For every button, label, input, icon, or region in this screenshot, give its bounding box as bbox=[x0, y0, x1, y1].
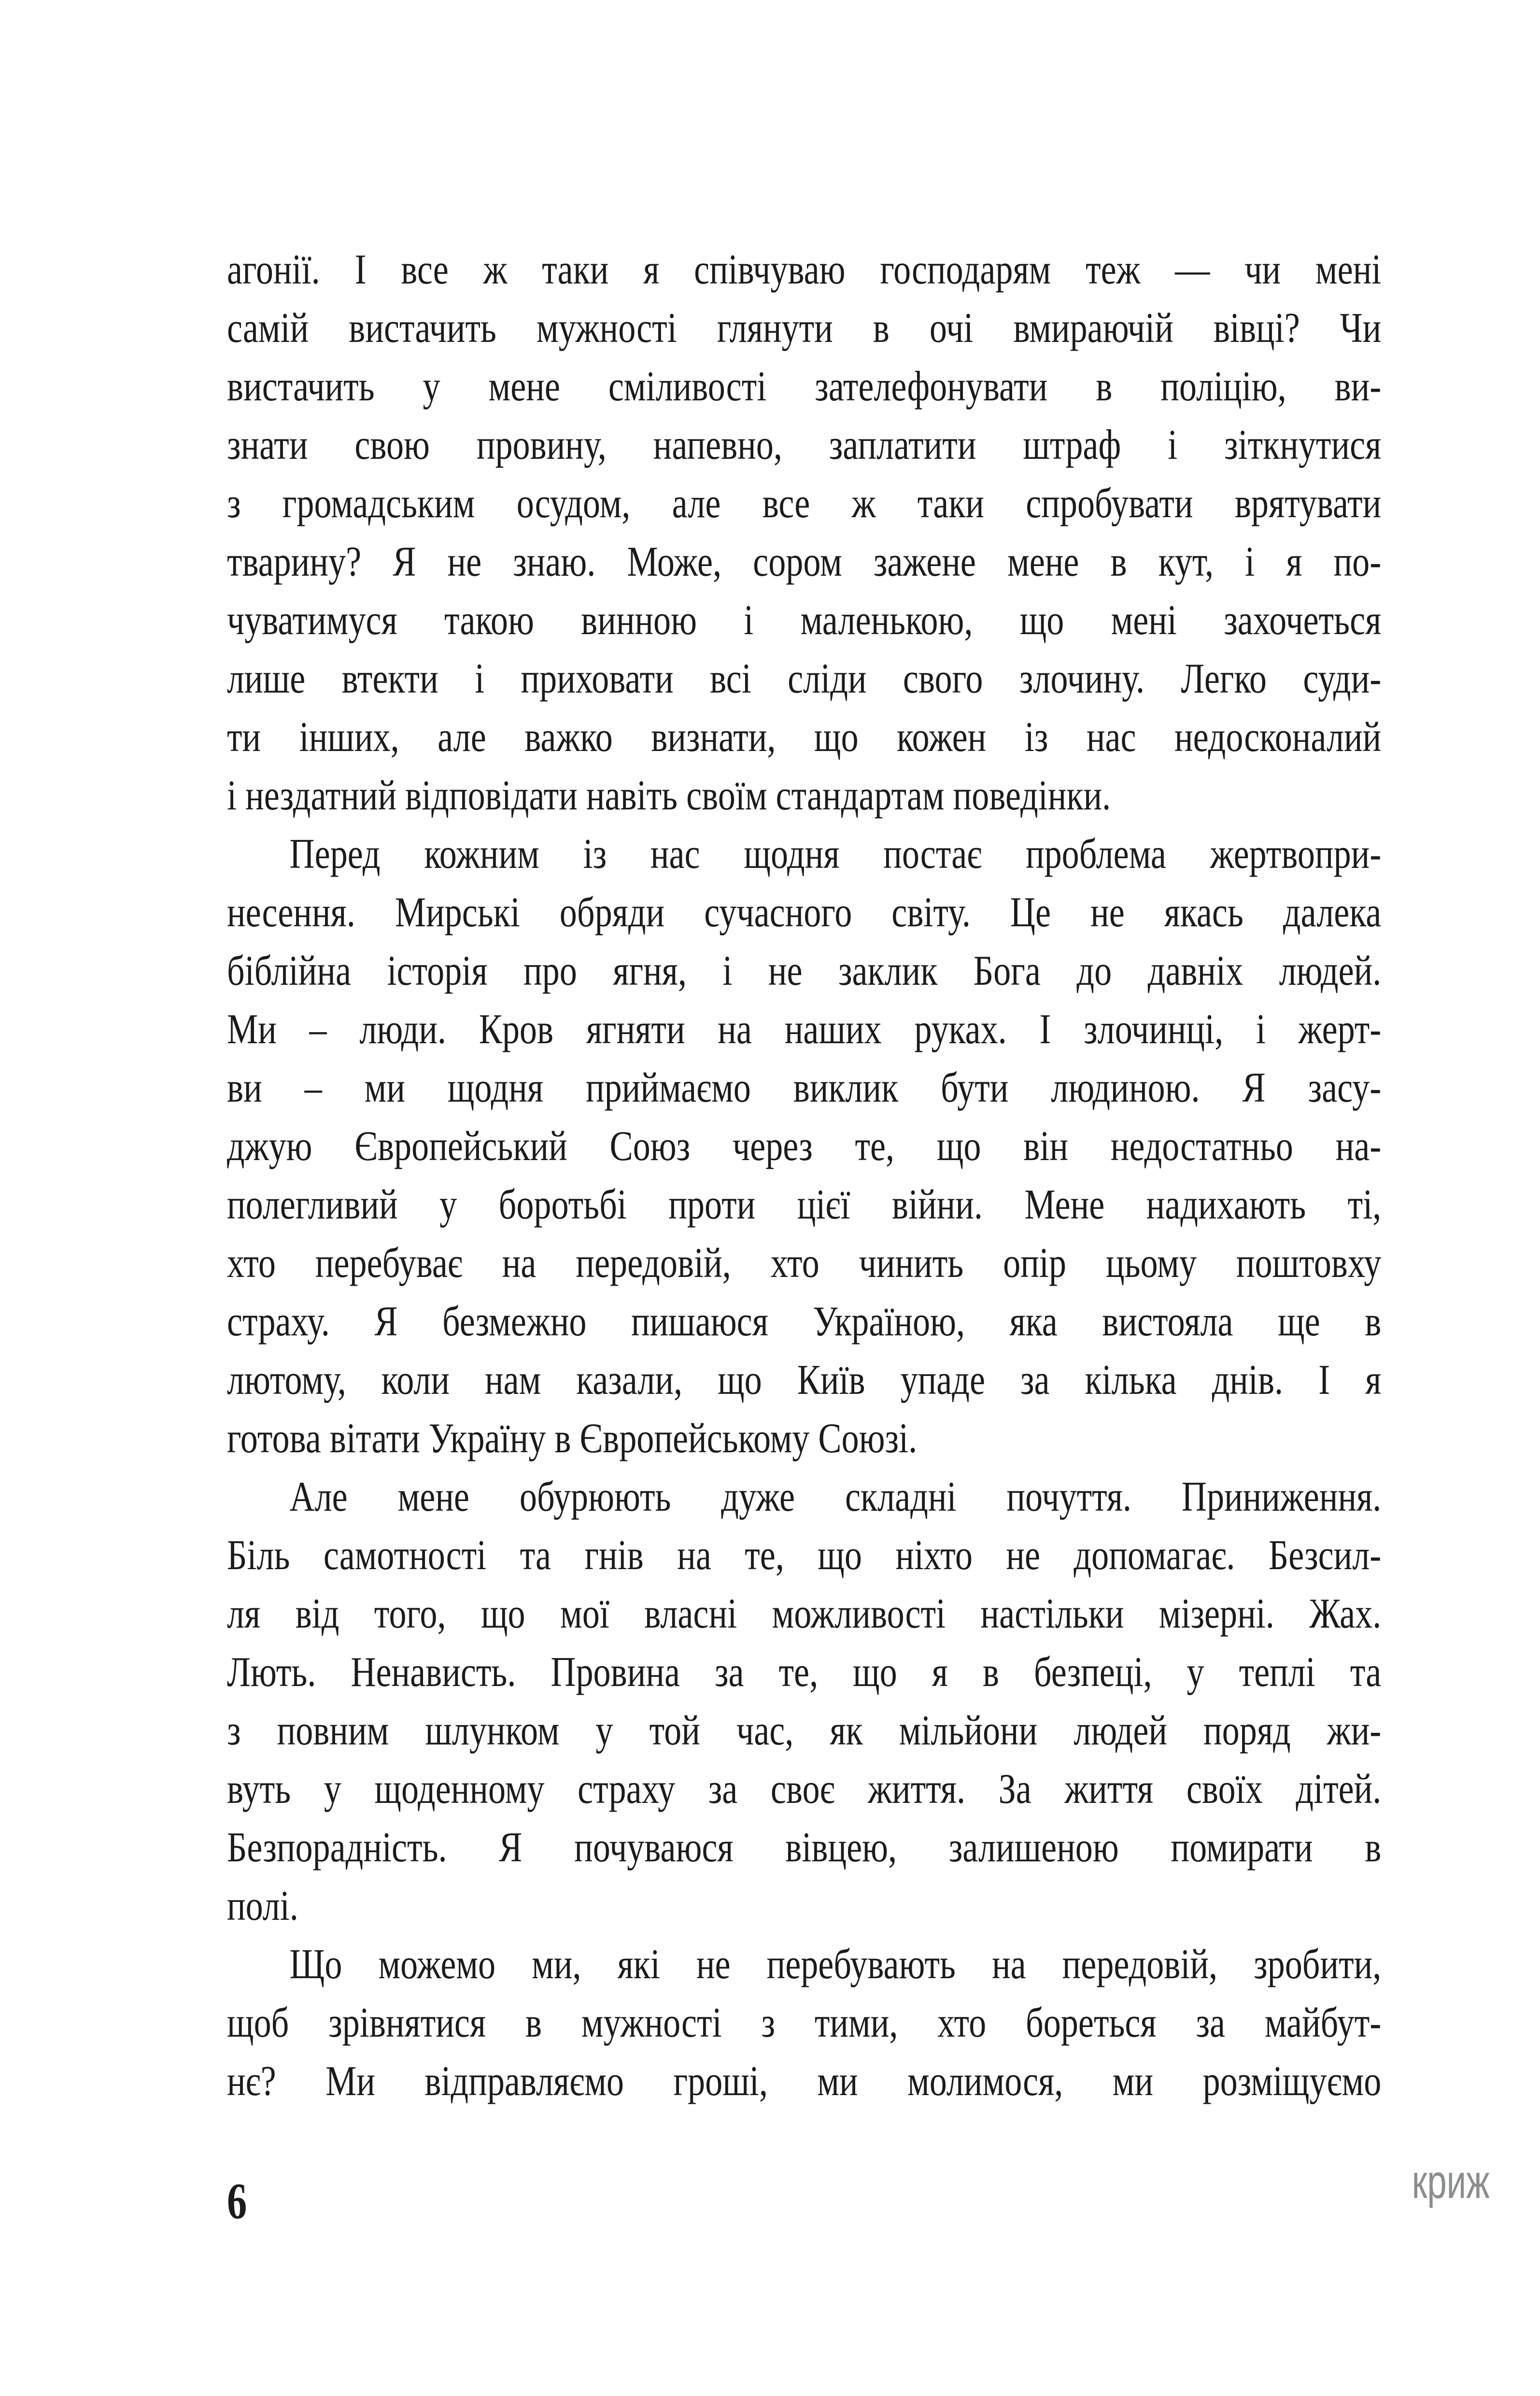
text-line: Лють. Ненависть. Провина за те, що я в безпеці, у теплі та bbox=[227, 1649, 1382, 1696]
text-line: тварину? Я не знаю. Може, сором зажене мене в кут, і я по- bbox=[227, 539, 1382, 585]
text-line: з повним шлунком у той час, як мільйони людей поряд жи- bbox=[227, 1707, 1382, 1754]
text-line: хто перебуває на передовій, хто чинить опір цьому поштовху bbox=[227, 1240, 1382, 1287]
text-line: вистачить у мене сміливості зателефонувати в поліцію, ви- bbox=[227, 363, 1382, 410]
text-line: щоб зрівнятися в мужності з тими, хто бореться за майбут- bbox=[227, 1999, 1382, 2046]
text-line: ви – ми щодня приймаємо виклик бути людиною. Я засу- bbox=[227, 1064, 1382, 1111]
text-line: страху. Я безмежно пишаюся Україною, яка вистояла ще в bbox=[227, 1298, 1382, 1345]
text-line: чуватимуся такою винною і маленькою, що мені захочеться bbox=[227, 597, 1382, 644]
text-line: вуть у щоденному страху за своє життя. За життя своїх дітей. bbox=[227, 1766, 1382, 1813]
text-line: Але мене обурюють дуже складні почуття. Приниження. bbox=[289, 1474, 1382, 1520]
text-line: готова вітати Україну в Європейському Союзі. bbox=[227, 1415, 918, 1462]
text-line: самій вистачить мужності глянути в очі вмираючій вівці? Чи bbox=[227, 305, 1382, 352]
text-line: Перед кожним із нас щодня постає проблема жертвопри- bbox=[289, 831, 1382, 878]
text-line: Безпорадність. Я почуваюся вівцею, залишеною помирати в bbox=[227, 1824, 1382, 1871]
text-line: джую Європейський Союз через те, що він недостатньо на- bbox=[227, 1123, 1382, 1170]
text-line: полегливий у боротьбі проти цієї війни. Мене надихають ті, bbox=[227, 1181, 1382, 1228]
text-line: біблійна історія про ягня, і не заклик Бога до давніх людей. bbox=[227, 948, 1382, 994]
text-block bbox=[227, 241, 1381, 2111]
text-line: полі. bbox=[227, 1883, 298, 1929]
text-line: нє? Ми відправляємо гроші, ми молимося, ми розміщуємо bbox=[227, 2058, 1382, 2105]
text-line: знати свою провину, напевно, заплатити штраф і зіткнутися bbox=[227, 422, 1382, 468]
running-footer: криж bbox=[1412, 2155, 1490, 2208]
text-line: Ми – люди. Кров ягняти на наших руках. І злочинці, і жерт- bbox=[227, 1006, 1382, 1053]
text-line: і нездатний відповідати навіть своїм стандартам поведінки. bbox=[227, 772, 1111, 819]
text-line: агонії. І все ж таки я співчуваю господарям теж — чи мені bbox=[227, 246, 1382, 293]
text-line: ля від того, що мої власні можливості настільки мізерні. Жах. bbox=[227, 1590, 1382, 1637]
text-line: з громадським осудом, але все ж таки спробувати врятувати bbox=[227, 480, 1382, 527]
text-line: Біль самотності та гнів на те, що ніхто не допомагає. Безсил- bbox=[227, 1532, 1382, 1579]
page-number: 6 bbox=[227, 2173, 247, 2229]
text-line: ти інших, але важко визнати, що кожен із нас недосконалий bbox=[227, 714, 1382, 761]
text-line: лютому, коли нам казали, що Київ упаде за кілька днів. І я bbox=[227, 1357, 1382, 1404]
text-line: несення. Мирські обряди сучасного світу. Це не якась далека bbox=[227, 889, 1382, 936]
text-line: лише втекти і приховати всі сліди свого злочину. Легко суди- bbox=[227, 655, 1382, 702]
text-line: Що можемо ми, які не перебувають на передовій, зробити, bbox=[289, 1941, 1382, 1988]
